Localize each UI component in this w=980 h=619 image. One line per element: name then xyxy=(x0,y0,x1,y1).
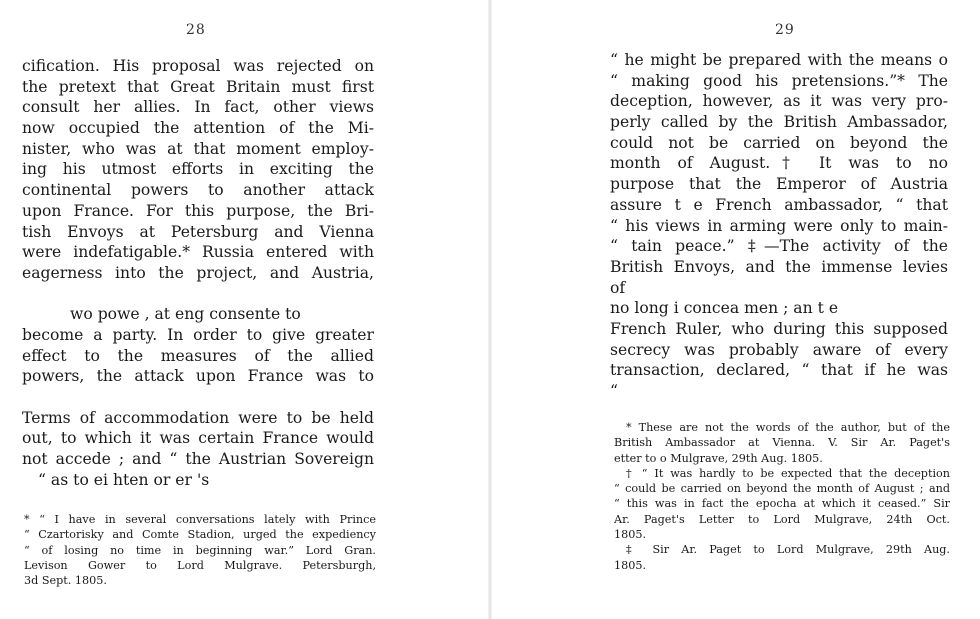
footnote-line: “ of losing no time in beginning war.” Lord Gran. xyxy=(24,543,376,557)
text-line: purpose that the Emperor of Austria xyxy=(610,175,948,194)
text-line: assure t e French ambassador, “ that xyxy=(610,195,948,214)
text-line: could not be carried on beyond the xyxy=(610,133,948,152)
text-line: out, to which it was certain France would xyxy=(22,429,374,448)
footnote-line: “ this was in fact the epocha at which it ceased.” Sir xyxy=(614,497,950,511)
missing-line-gap xyxy=(22,284,374,305)
missing-line-gap xyxy=(22,387,374,408)
footnote-line: † “ It was hardly to be expected that the deception xyxy=(626,466,950,480)
text-line: French Ruler, who during this supposed xyxy=(610,319,948,338)
text-line: Terms of accommodation were to be held xyxy=(22,408,374,427)
text-line: tish Envoys at Petersburg and Vienna xyxy=(22,222,374,241)
footnote-line: 1805. xyxy=(614,558,647,572)
text-line: nister, who was at that moment employ- xyxy=(22,139,374,158)
text-line: “ making good his pretensions.”* The xyxy=(610,71,948,90)
text-line: become a party. In order to give greater xyxy=(22,325,374,344)
footnote-line: 3d Sept. 1805. xyxy=(24,574,107,588)
body-text xyxy=(22,56,374,490)
text-line: continental powers to another attack xyxy=(22,181,374,200)
right-page xyxy=(492,0,980,619)
footnote-line: * These are not the words of the author, but of the xyxy=(626,421,950,434)
footnote-line: Ar. Paget's Letter to Lord Mulgrave, 24th Oct. xyxy=(614,512,950,526)
text-line: “ he might be prepared with the means o xyxy=(610,51,948,69)
footnote-line: * “ I have in several conversations lately with Prince xyxy=(24,513,376,526)
text-line: were indefatigable.* Russia entered with xyxy=(22,243,374,262)
text-line: cification. His proposal was rejected on xyxy=(22,57,374,75)
page-number: 29 xyxy=(775,22,795,38)
page-number: 28 xyxy=(186,22,206,38)
text-line: British Envoys, and the immense levies xyxy=(610,257,948,276)
text-line: “ his views in arming were only to main- xyxy=(610,216,948,235)
left-page xyxy=(0,0,488,619)
footnote-line: 1805. xyxy=(614,528,647,542)
footnote-line: Levison Gower to Lord Mulgrave. Petersburgh, xyxy=(24,558,376,572)
footnotes xyxy=(614,420,950,573)
text-line: “ xyxy=(610,382,618,400)
text-line: powers, the attack upon France was to xyxy=(22,367,374,386)
footnote-line: “ could be carried on beyond the month of August ; and xyxy=(614,482,950,496)
text-line: ing his utmost efforts in exciting the xyxy=(22,160,374,179)
text-line: month of August.† It was to no xyxy=(610,154,948,173)
text-line: secrecy was probably aware of every xyxy=(610,340,948,359)
text-line: deception, however, as it was very pro- xyxy=(610,92,948,111)
text-line: no long i concea men ; an t e xyxy=(610,299,839,318)
text-line: “ tain peace.” ‡—The activity of the xyxy=(610,237,948,256)
text-line: now occupied the attention of the Mi- xyxy=(22,119,374,138)
text-line: effect to the measures of the allied xyxy=(22,346,374,365)
text-line: consult her allies. In fact, other views xyxy=(22,98,374,117)
text-line: not accede ; and “ the Austrian Sovereign xyxy=(22,450,374,469)
footnote-line: “ Czartorisky and Comte Stadion, urged the expediency xyxy=(24,528,376,542)
text-line: upon France. For this purpose, the Bri- xyxy=(22,201,374,220)
text-line: perly called by the British Ambassador, xyxy=(610,113,948,132)
text-line: eagerness into the project, and Austria, xyxy=(22,263,374,282)
footnotes xyxy=(24,512,376,588)
body-text xyxy=(610,50,948,402)
footnote-line: etter to o Mulgrave, 29th Aug. 1805. xyxy=(614,451,823,465)
text-line: wo powe , at eng consente to xyxy=(70,305,301,324)
text-line: transaction, declared, “ that if he was xyxy=(610,361,948,380)
footnote-line: ‡ Sir Ar. Paget to Lord Mulgrave, 29th Aug. xyxy=(626,543,950,557)
footnote-line: British Ambassador at Vienna. V. Sir Ar. Paget's xyxy=(614,436,950,450)
text-line: “ as to ei hten or er 's xyxy=(38,470,210,489)
text-line: the pretext that Great Britain must first xyxy=(22,77,374,96)
text-line: of xyxy=(610,278,626,297)
